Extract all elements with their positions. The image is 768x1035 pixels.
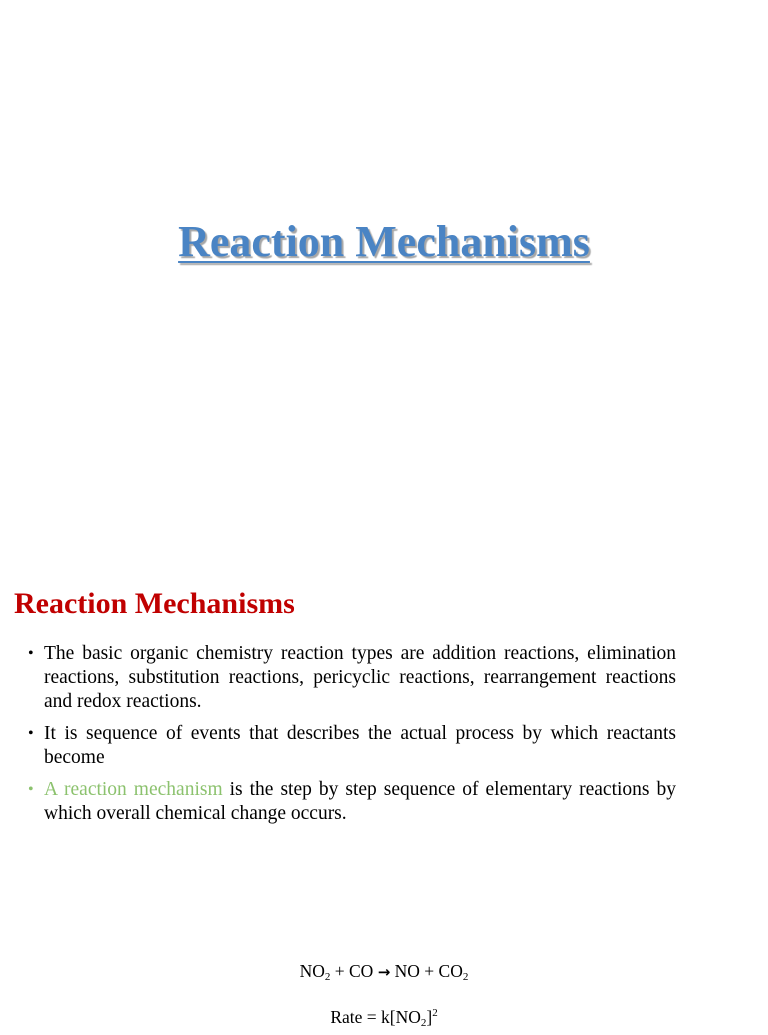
content-slide (0, 550, 768, 1029)
arrow-right-icon: → (377, 963, 391, 981)
bullet-text: The basic organic chemistry reaction types are addition reactions, elimination reactions, substitution reactions, pericyclic reactions, rearrangement reactions and redox reactions. (44, 643, 676, 712)
rate-prefix: Rate = k[NO (330, 1007, 421, 1027)
bullet-text: is the step by step sequence of elementary reactions by which overall chemical change occurs. (44, 779, 677, 824)
rate-suffix: ] (426, 1007, 433, 1027)
eq-reactant: NO (299, 961, 325, 981)
rate-subscript: 2 (420, 1017, 427, 1029)
eq-product: NO + CO (390, 961, 463, 981)
bullet-icon: • (28, 645, 34, 662)
slide-heading: Reaction Mechanisms (14, 587, 295, 620)
bullet-icon: • (28, 725, 34, 742)
eq-subscript: 2 (324, 971, 331, 983)
slide-title: Reaction Mechanisms (178, 217, 590, 266)
rate-equation (0, 1001, 768, 1035)
bullet-item (28, 778, 676, 826)
highlighted-term: A reaction mechanism (44, 779, 223, 800)
eq-subscript: 2 (462, 971, 469, 983)
rate-exponent: 2 (432, 1007, 438, 1019)
bullet-icon: • (28, 781, 34, 798)
bullet-item (28, 642, 676, 714)
reaction-equation (0, 959, 768, 989)
bullet-list (28, 642, 676, 834)
eq-plus-term: + CO (330, 961, 378, 981)
bullet-item (28, 722, 676, 770)
bullet-text: It is sequence of events that describes the actual process by which reactants become (44, 723, 676, 768)
